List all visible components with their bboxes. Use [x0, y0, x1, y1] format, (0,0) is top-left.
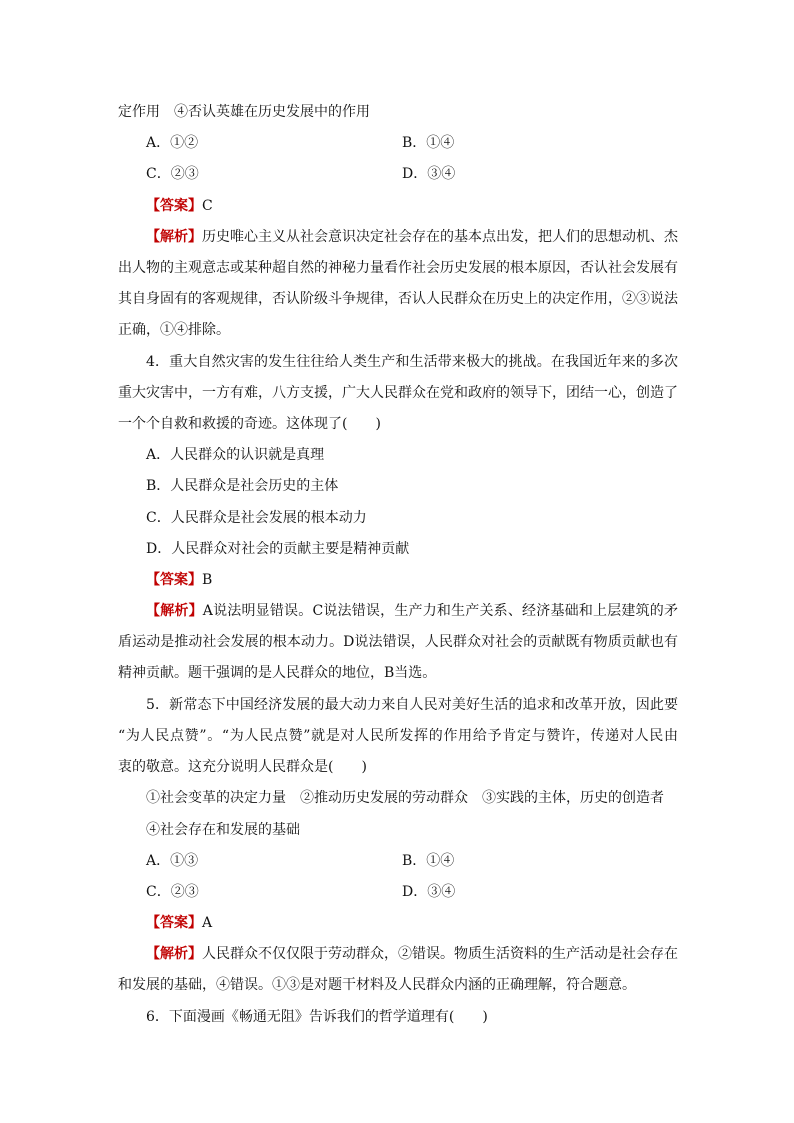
analysis-tag: 【解析】	[146, 229, 202, 245]
q5-option-d: D．③④	[402, 884, 456, 900]
q4-analysis-line-3: 精神贡献。题干强调的是人民群众的地位，B当选。	[118, 665, 437, 681]
q5-option-c: C．②③	[146, 884, 199, 900]
q4-analysis-line-1: 【解析】A说法明显错误。C说法错误，生产力和生产关系、经济基础和上层建筑的矛	[146, 603, 678, 619]
q5-items-line-1: ①社会变革的决定力量 ②推动历史发展的劳动群众 ③实践的主体，历史的创造者	[146, 790, 664, 806]
q5-analysis-line-1: 【解析】人民群众不仅仅限于劳动群众，②错误。物质生活资料的生产活动是社会存在	[146, 946, 678, 962]
q5-answer	[146, 913, 212, 933]
q4-answer-value: B	[202, 572, 213, 588]
q5-analysis-line-2: 和发展的基础，④错误。①③是对题干材料及人民群众内涵的正确理解，符合题意。	[118, 977, 636, 993]
q5-answer-value: A	[202, 915, 213, 931]
q3-answer	[146, 196, 213, 216]
q4-stem-line-1: 4．重大自然灾害的发生往往给人类生产和生活带来极大的挑战。在我国近年来的多次	[146, 354, 678, 370]
q3-analysis-line-1: 【解析】历史唯心主义从社会意识决定社会存在的基本点出发，把人们的思想动机、杰	[146, 229, 678, 245]
q4-option-b: B．人民群众是社会历史的主体	[146, 478, 339, 494]
q3-option-b: B．①④	[402, 135, 455, 151]
q5-items-line-2: ④社会存在和发展的基础	[146, 822, 300, 838]
q5-option-b: B．①④	[402, 853, 455, 869]
q5-stem-line-1: 5．新常态下中国经济发展的最大动力来自人民对美好生活的追求和改革开放，因此要	[146, 697, 678, 713]
q5-option-a: A．①③	[146, 853, 199, 869]
q3-analysis-line-4: 正确，①④排除。	[118, 322, 230, 338]
q4-stem-line-3: 一个个自救和救援的奇迹。这体现了( )	[118, 416, 381, 432]
q6-stem: 6．下面漫画《畅通无阻》告诉我们的哲学道理有( )	[146, 1009, 488, 1025]
analysis-tag: 【解析】	[146, 603, 203, 619]
q3-analysis-line-2: 出人物的主观意志或某种超自然的神秘力量看作社会历史发展的根本原因，否认社会发展有	[118, 260, 678, 276]
q4-stem-line-2: 重大灾害中，一方有难，八方支援，广大人民群众在党和政府的领导下，团结一心，创造了	[118, 385, 678, 401]
q3-option-a: A．①②	[146, 135, 199, 151]
q3-option-d: D．③④	[402, 166, 456, 182]
answer-tag: 【答案】	[146, 915, 202, 931]
q3-answer-value: C	[202, 198, 213, 214]
q5-stem-line-2: “为人民点赞”。“为人民点赞”就是对人民所发挥的作用给予肯定与赞许，传递对人民由	[118, 728, 678, 744]
q3-stem-tail: 定作用 ④否认英雄在历史发展中的作用	[118, 104, 370, 120]
answer-tag: 【答案】	[146, 198, 202, 214]
q5-stem-line-3: 衷的敬意。这充分说明人民群众是( )	[118, 759, 367, 775]
q4-analysis-line-2: 盾运动是推动社会发展的根本动力。D说法错误，人民群众对社会的贡献既有物质贡献也有	[118, 634, 678, 650]
q4-option-c: C．人民群众是社会发展的根本动力	[146, 510, 367, 526]
q4-option-d: D．人民群众对社会的贡献主要是精神贡献	[146, 541, 410, 557]
q3-analysis-line-3: 其自身固有的客观规律，否认阶级斗争规律，否认人民群众在历史上的决定作用，②③说法	[118, 291, 678, 307]
analysis-tag: 【解析】	[146, 946, 202, 962]
q4-answer	[146, 570, 212, 590]
q4-option-a: A．人民群众的认识就是真理	[146, 447, 325, 463]
q3-option-c: C．②③	[146, 166, 199, 182]
answer-tag: 【答案】	[146, 572, 202, 588]
